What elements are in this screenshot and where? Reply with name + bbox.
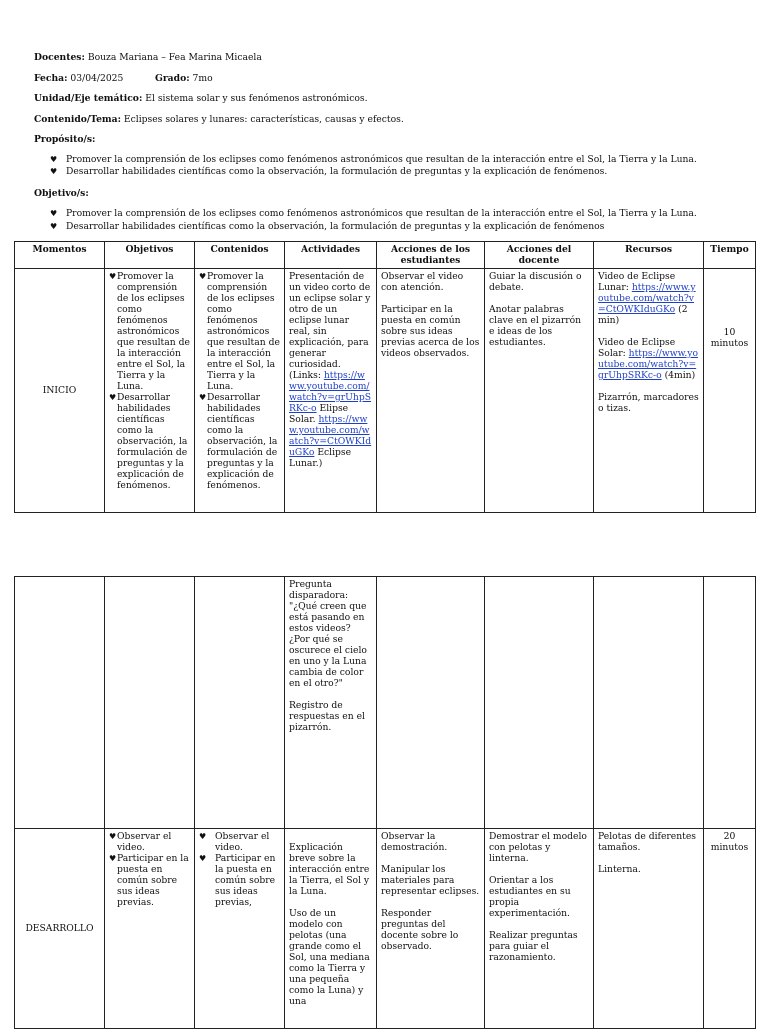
- grado-line: Grado: 7mo: [155, 73, 213, 84]
- planning-table-inicio: [14, 241, 756, 513]
- desarrollo-actividades-top: Pregunta disparadora: "¿Qué creen que está pasando en estos videos? ¿Por qué se oscurece el cielo en uno y la Luna cambia de color en el otro?" Registro de respuestas en el pizarrón.: [285, 577, 377, 829]
- col-acciones-estudiantes: Acciones de los estudiantes: [377, 242, 485, 269]
- inicio-contenidos: ♥ Promover la comprensión de los eclipses como fenómenos astronómicos que resultan de la interacción entre el Sol, la Tierra y la Luna. ♥ Desarrollar habilidades científicas como la observación, la formulación de preguntas y la explicación de fenómenos.: [195, 269, 285, 513]
- momento-desarrollo: DESARROLLO: [15, 829, 105, 1029]
- heart-bullet-icon: ♥: [199, 272, 207, 281]
- contenido-value: Eclipses solares y lunares: características, causas y efectos.: [123, 114, 404, 125]
- heart-bullet-icon: ♥: [109, 393, 117, 402]
- unidad-value: El sistema solar y sus fenómenos astronómicos.: [145, 93, 368, 104]
- col-recursos: Recursos: [594, 242, 704, 269]
- heart-bullet-icon: ♥: [199, 854, 207, 863]
- inicio-docente: Guiar la discusión o debate. Anotar palabras clave en el pizarrón e ideas de los estudiantes.: [485, 269, 594, 513]
- proposito-heading: Propósito/s:: [34, 134, 96, 145]
- docentes-label: Docentes: [34, 52, 82, 63]
- video-link-lunar[interactable]: https://www.youtube.com/watch?v=CtOWKIduGKo: [289, 414, 372, 458]
- heart-bullet-icon: ♥: [199, 393, 207, 402]
- contenido-label: Contenido/Tema: [34, 114, 118, 125]
- docentes-line: Docentes: Bouza Mariana – Fea Marina Micaela: [34, 52, 262, 63]
- table-row-inicio: [15, 269, 756, 513]
- col-actividades: Actividades: [285, 242, 377, 269]
- contenido-line: Contenido/Tema: Eclipses solares y lunares: características, causas y efectos.: [34, 114, 404, 125]
- col-objetivos: Objetivos: [105, 242, 195, 269]
- inicio-tiempo: 10 minutos: [704, 269, 756, 513]
- objetivo-item: ♥ Desarrollar habilidades científicas como la observación, la formulación de preguntas y la explicación de fenómenos: [50, 221, 605, 232]
- fecha-value: 03/04/2025: [70, 73, 124, 84]
- heart-bullet-icon: ♥: [109, 854, 117, 863]
- fecha-line: Fecha: 03/04/2025: [34, 73, 124, 84]
- inicio-actividades: Presentación de un video corto de un eclipse solar y otro de un eclipse lunar real, sin explicación, para generar curiosidad. (Links: https://www.youtube.com/watch?v=grUhpSRKc-o Elipse Solar. https://www.youtube.com/watch?v=CtOWKIduGKo Eclipse Lunar.): [285, 269, 377, 513]
- heart-bullet-icon: ♥: [50, 155, 58, 164]
- objetivos-heading: Objetivo/s:: [34, 188, 89, 199]
- heart-bullet-icon: ♥: [109, 272, 117, 281]
- heart-bullet-icon: ♥: [50, 222, 58, 231]
- col-acciones-docente: Acciones del docente: [485, 242, 594, 269]
- inicio-objetivos: ♥ Promover la comprensión de los eclipses como fenómenos astronómicos que resultan de la interacción entre el Sol, la Tierra y la Luna. ♥ Desarrollar habilidades científicas como la observación, la formulación de preguntas y la explicación de fenómenos.: [105, 269, 195, 513]
- grado-label: Grado: [155, 73, 187, 84]
- table-header-row: [15, 242, 756, 269]
- objetivo-item: ♥ Promover la comprensión de los eclipses como fenómenos astronómicos que resultan de la interacción entre el Sol, la Tierra y la Luna.: [50, 208, 697, 219]
- col-momentos: Momentos: [15, 242, 105, 269]
- grado-value: 7mo: [192, 73, 213, 84]
- col-contenidos: Contenidos: [195, 242, 285, 269]
- desarrollo-estudiantes: Observar la demostración. Manipular los materiales para representar eclipses. Responder preguntas del docente sobre lo observado.: [377, 829, 485, 1029]
- desarrollo-objetivos: ♥ Observar el video. ♥ Participar en la puesta en común sobre sus ideas previas.: [105, 829, 195, 1029]
- desarrollo-docente: Demostrar el modelo con pelotas y linterna. Orientar a los estudiantes en su propia experimentación. Realizar preguntas para guiar el razonamiento.: [485, 829, 594, 1029]
- resource-link-solar[interactable]: https://www.youtube.com/watch?v=grUhpSRKc-o: [598, 348, 698, 381]
- momento-inicio: INICIO: [15, 269, 105, 513]
- heart-bullet-icon: ♥: [50, 209, 58, 218]
- desarrollo-actividades: Explicación breve sobre la interacción entre la Tierra, el Sol y la Luna. Uso de un modelo con pelotas (una grande como el Sol, una mediana como la Tierra y una pequeña como la Luna) y una: [285, 829, 377, 1029]
- proposito-item: ♥ Promover la comprensión de los eclipses como fenómenos astronómicos que resultan de la interacción entre el Sol, la Tierra y la Luna.: [50, 154, 697, 165]
- unidad-label: Unidad/Eje temático: [34, 93, 139, 104]
- desarrollo-tiempo: 20 minutos: [704, 829, 756, 1029]
- inicio-estudiantes: Observar el video con atención. Participar en la puesta en común sobre sus ideas previas acerca de los videos observados.: [377, 269, 485, 513]
- heart-bullet-icon: ♥: [50, 167, 58, 176]
- desarrollo-contenidos: ♥ Observar el video. ♥ Participar en la puesta en común sobre sus ideas previas,: [195, 829, 285, 1029]
- video-link-solar[interactable]: https://www.youtube.com/watch?v=grUhpSRKc-o: [289, 370, 372, 414]
- table-row-desarrollo-top: [15, 577, 756, 829]
- planning-table-desarrollo: [14, 576, 756, 1029]
- col-tiempo: Tiempo: [704, 242, 756, 269]
- desarrollo-recursos: Pelotas de diferentes tamaños. Linterna.: [594, 829, 704, 1029]
- table-row-desarrollo: [15, 829, 756, 1029]
- heart-bullet-icon: ♥: [199, 832, 207, 841]
- fecha-label: Fecha: [34, 73, 65, 84]
- inicio-recursos: Video de Eclipse Lunar: https://www.youtube.com/watch?v=CtOWKIduGKo (2 min) Video de Eclipse Solar: https://www.youtube.com/watch?v=grUhpSRKc-o (4min) Pizarrón, marcadores o tizas.: [594, 269, 704, 513]
- unidad-line: Unidad/Eje temático: El sistema solar y sus fenómenos astronómicos.: [34, 93, 368, 104]
- proposito-item: ♥ Desarrollar habilidades científicas como la observación, la formulación de preguntas y la explicación de fenómenos.: [50, 166, 608, 177]
- resource-link-lunar[interactable]: https://www.youtube.com/watch?v=CtOWKIduGKo: [598, 282, 696, 315]
- docentes-value: Bouza Mariana – Fea Marina Micaela: [87, 52, 262, 63]
- heart-bullet-icon: ♥: [109, 832, 117, 841]
